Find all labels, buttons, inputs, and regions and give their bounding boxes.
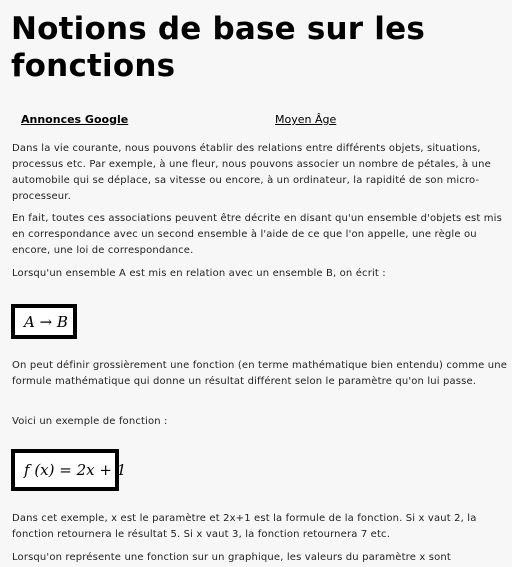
- page-title: Notions de base sur les fonctions: [11, 11, 425, 84]
- paragraph-intro: Dans la vie courante, nous pouvons établir des relations entre différents objets, situations, processus etc. Par exemple, à une fleur, nous pouvons associer un nombre de pétales, à une automobile qui se déplace, sa vitesse ou encore, à un ordinateur, la rapidité de son micro-processeur.: [12, 143, 491, 202]
- paragraph-definition: On peut définir grossièrement une fonction (en terme mathématique bien entendu) comme une formule mathématique qui donne un résultat différent selon le paramètre qu'on lui passe.: [12, 360, 508, 387]
- ad-bar: [0, 113, 512, 129]
- paragraph-example-explained: Dans cet exemple, x est le paramètre et 2x+1 est la formule de la fonction. Si x vaut 2, la fonction retournera le résultat 5. Si x vaut 3, la fonction retournera 7 etc.: [12, 513, 477, 540]
- paragraph-example-intro: Voici un exemple de fonction :: [12, 416, 168, 427]
- formula-mapping-text: A → B: [24, 312, 68, 331]
- ads-google-link[interactable]: Annonces Google: [21, 113, 129, 126]
- paragraph-relation: Lorsqu'un ensemble A est mis en relation avec un ensemble B, on écrit :: [12, 268, 386, 279]
- formula-function-image: [11, 449, 127, 491]
- paragraph-graph: Lorsqu'on représente une fonction sur un graphique, les valeurs du paramètre x sont: [12, 552, 451, 563]
- ad-link-moyen-age[interactable]: Moyen Âge: [275, 113, 337, 126]
- formula-mapping-image: [11, 304, 77, 339]
- formula-function-text: f (x) = 2x + 1: [24, 461, 127, 479]
- paragraph-associations: En fait, toutes ces associations peuvent être décrite en disant qu'un ensemble d'objets est mis en correspondance avec un second ensemble à l'aide de ce que l'on appelle, une règle ou encore, une loi de correspondance.: [12, 213, 502, 256]
